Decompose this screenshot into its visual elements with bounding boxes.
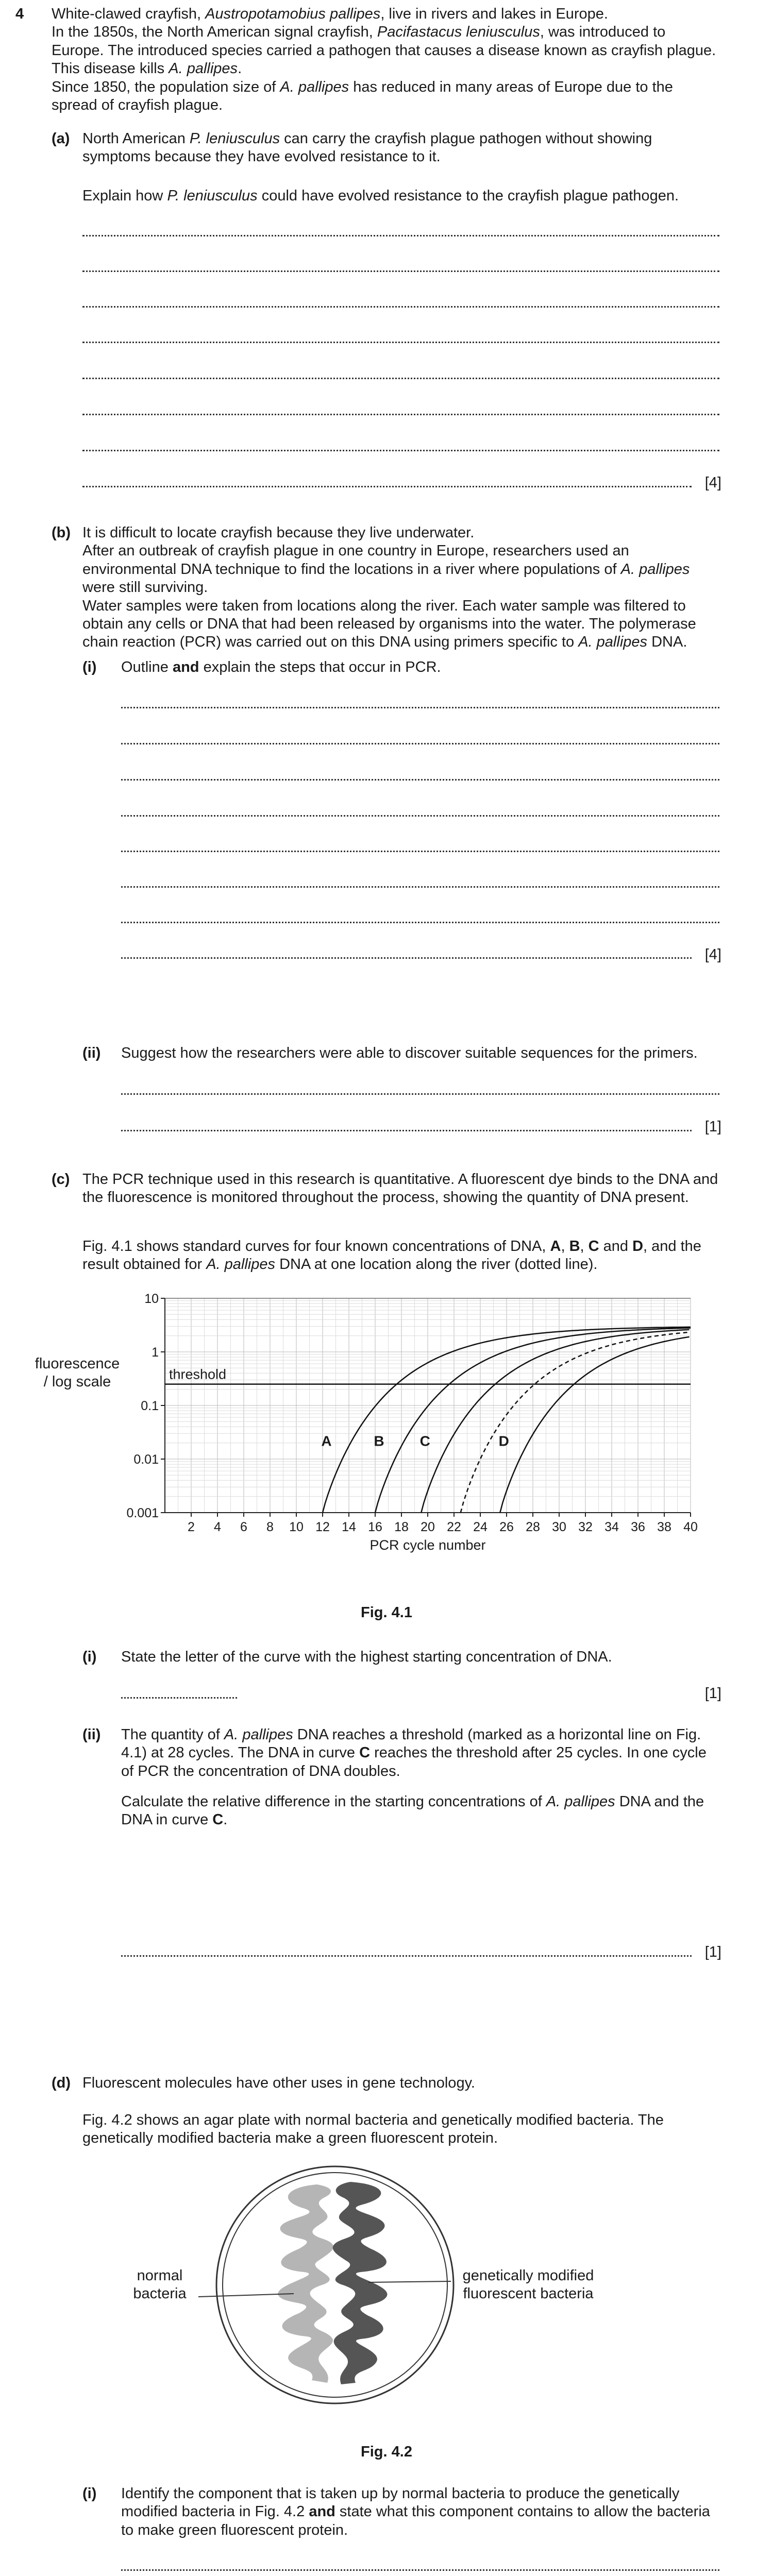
curve-label: A: [321, 1433, 332, 1449]
x-tick-label: 36: [631, 1520, 645, 1534]
part-c-ii-text: The quantity of A. pallipes DNA reaches a threshold (marked as a horizontal line on Fig. 4.1) at 28 cycles. The DNA in curve C reaches the threshold after 25 cycles. In one cycle of PCR the concentration of DNA doubles.: [121, 1726, 707, 1780]
fig-4-1-chart: [124, 1288, 727, 1556]
label-gm-bacteria: [448, 2267, 608, 2303]
answer-line[interactable]: [121, 2569, 719, 2571]
x-tick-label: 38: [657, 1520, 671, 1534]
answer-line[interactable]: [82, 486, 692, 487]
part-c-i-marks: [1]: [704, 1685, 721, 1702]
x-tick-label: 6: [240, 1520, 247, 1534]
answer-line[interactable]: [121, 1130, 692, 1131]
label-line: fluorescent bacteria: [463, 2285, 594, 2302]
agar-plate-outer-rim: [216, 2166, 453, 2403]
label-normal-bacteria: [119, 2267, 201, 2303]
agar-plate-diagram: [196, 2164, 464, 2406]
x-tick-label: 30: [552, 1520, 566, 1534]
ylabel-line: / log scale: [43, 1374, 111, 1391]
answer-line[interactable]: [121, 779, 719, 781]
x-tick-label: 26: [499, 1520, 514, 1534]
part-a-text: North American P. leniusculus can carry the crayfish plague pathogen without showing symptoms because they have evolved resistance to it.: [82, 130, 652, 165]
intro-para: In the 1850s, the North American signal crayfish, Pacifastacus leniusculus, was introduced to Europe. The introduced species carried a pathogen that causes a disease known as crayfish plague. This disease kills A. pallipes.: [52, 24, 716, 77]
intro-para: White-clawed crayfish, Austropotamobius pallipes, live in rivers and lakes in Europe.: [52, 6, 608, 22]
part-b-para: After an outbreak of crayfish plague in one country in Europe, researchers used an environmental DNA technique to find the locations in a river where populations of A. pallipes were still surviving.: [82, 543, 690, 596]
x-tick-label: 34: [604, 1520, 619, 1534]
part-c-ii-marks: [1]: [704, 1944, 721, 1960]
curve-label: D: [498, 1433, 509, 1449]
part-b-para: It is difficult to locate crayfish because they live underwater.: [82, 524, 475, 541]
gm-bacteria-streak: [333, 2182, 388, 2384]
answer-line[interactable]: [82, 270, 719, 272]
answer-line[interactable]: [82, 306, 719, 308]
x-tick-label: 12: [315, 1520, 330, 1534]
agar-plate-inner-rim: [223, 2173, 447, 2397]
curve-label: B: [374, 1433, 384, 1449]
part-b-text: [82, 524, 721, 652]
answer-line[interactable]: [121, 851, 719, 852]
x-tick-label: 16: [368, 1520, 382, 1534]
question-intro: [52, 5, 721, 114]
part-a-instruction: Explain how P. leniusculus could have evolved resistance to the crayfish plague pathogen.: [82, 188, 679, 204]
answer-line[interactable]: [82, 450, 719, 451]
answer-line[interactable]: [82, 235, 719, 236]
fig-4-1-caption: Fig. 4.1: [361, 1604, 412, 1621]
x-tick-label: 20: [421, 1520, 435, 1534]
x-tick-label: 8: [266, 1520, 274, 1534]
fig-4-2-caption: Fig. 4.2: [361, 2444, 412, 2460]
part-a-label: (a): [52, 130, 70, 147]
part-b-ii-text: Suggest how the researchers were able to discover suitable sequences for the primers.: [121, 1045, 698, 1061]
x-tick-label: 40: [683, 1520, 698, 1534]
x-tick-label: 4: [214, 1520, 221, 1534]
threshold-label: threshold: [169, 1366, 227, 1382]
label-line: genetically modified: [462, 2267, 594, 2284]
part-b-i-marks: [4]: [704, 946, 721, 963]
part-b-i-text: Outline and explain the steps that occur in PCR.: [121, 659, 441, 675]
part-b-ii-label: (ii): [82, 1045, 101, 1061]
intro-para: Since 1850, the population size of A. pallipes has reduced in many areas of Europe due to the spread of crayfish plague.: [52, 78, 673, 113]
part-c-text: The PCR technique used in this research is quantitative. A fluorescent dye binds to the DNA and the fluorescence is monitored throughout the process, showing the quantity of DNA present.: [82, 1171, 718, 1206]
x-tick-label: 10: [289, 1520, 304, 1534]
part-d-i-text: Identify the component that is taken up by normal bacteria to produce the genetically modified bacteria in Fig. 4.2 and state what this component contains to allow the bacteria to make green fluorescent protein.: [121, 2485, 710, 2538]
x-tick-label: 14: [342, 1520, 356, 1534]
ylabel-line: fluorescence: [35, 1355, 120, 1372]
x-tick-label: 2: [188, 1520, 195, 1534]
question-number: 4: [15, 6, 24, 22]
answer-line[interactable]: [82, 342, 719, 343]
answer-line[interactable]: [121, 815, 719, 817]
x-tick-label: 22: [447, 1520, 461, 1534]
answer-line[interactable]: [121, 922, 719, 923]
chart-ylabel: [26, 1355, 129, 1392]
x-tick-label: 32: [578, 1520, 593, 1534]
answer-line[interactable]: [121, 707, 719, 708]
part-b-label: (b): [52, 524, 71, 541]
part-a-marks: [4]: [704, 474, 721, 491]
answer-line[interactable]: [121, 957, 692, 959]
gm-bacteria-pointer: [368, 2281, 451, 2282]
part-c-ii-label: (ii): [82, 1726, 101, 1743]
part-b-ii-marks: [1]: [704, 1118, 721, 1135]
y-tick-label: 0.001: [126, 1506, 159, 1520]
curve-label: C: [419, 1433, 430, 1449]
x-axis-label: PCR cycle number: [369, 1537, 486, 1553]
y-tick-label: 10: [144, 1292, 159, 1306]
y-tick-label: 1: [152, 1345, 159, 1360]
part-c-i-text: State the letter of the curve with the highest starting concentration of DNA.: [121, 1649, 612, 1665]
y-tick-label: 0.1: [141, 1399, 159, 1413]
part-b-para: Water samples were taken from locations along the river. Each water sample was filtered to obtain any cells or DNA that had been released by organisms into the water. The polymerase chain reaction (PCR) was carried out on this DNA using primers specific to A. pallipes DNA.: [82, 597, 696, 651]
normal-bacteria-streak: [278, 2184, 333, 2383]
part-d-text: Fluorescent molecules have other uses in gene technology.: [82, 2075, 475, 2091]
answer-line[interactable]: [121, 743, 719, 744]
sample-curve-dotted: [461, 1332, 690, 1513]
answer-line[interactable]: [121, 886, 719, 888]
label-line: normal: [137, 2267, 183, 2284]
x-tick-label: 28: [526, 1520, 540, 1534]
answer-line[interactable]: [82, 414, 719, 415]
part-c-i-label: (i): [82, 1649, 97, 1665]
part-d-text2: Fig. 4.2 shows an agar plate with normal bacteria and genetically modified bacteria. The genetically modified bacteria make a green fluorescent protein.: [82, 2112, 664, 2147]
answer-line[interactable]: [121, 1093, 719, 1095]
answer-line[interactable]: [82, 378, 719, 379]
part-c-text2: Fig. 4.1 shows standard curves for four known concentrations of DNA, A, B, C and D, and the result obtained for A. pallipes DNA at one location along the river (dotted line).: [82, 1238, 701, 1273]
part-b-i-label: (i): [82, 659, 97, 675]
x-tick-label: 18: [394, 1520, 409, 1534]
answer-line[interactable]: [121, 1697, 237, 1699]
part-d-i-label: (i): [82, 2485, 97, 2502]
x-tick-label: 24: [473, 1520, 488, 1534]
label-line: bacteria: [133, 2285, 187, 2302]
answer-line[interactable]: [121, 1955, 692, 1957]
y-tick-label: 0.01: [133, 1452, 159, 1467]
part-c-ii-text2: Calculate the relative difference in the starting concentrations of A. pallipes DNA and the DNA in curve C.: [121, 1793, 704, 1828]
part-c-label: (c): [52, 1171, 70, 1188]
part-d-label: (d): [52, 2075, 71, 2091]
standard-curve: [500, 1337, 689, 1513]
